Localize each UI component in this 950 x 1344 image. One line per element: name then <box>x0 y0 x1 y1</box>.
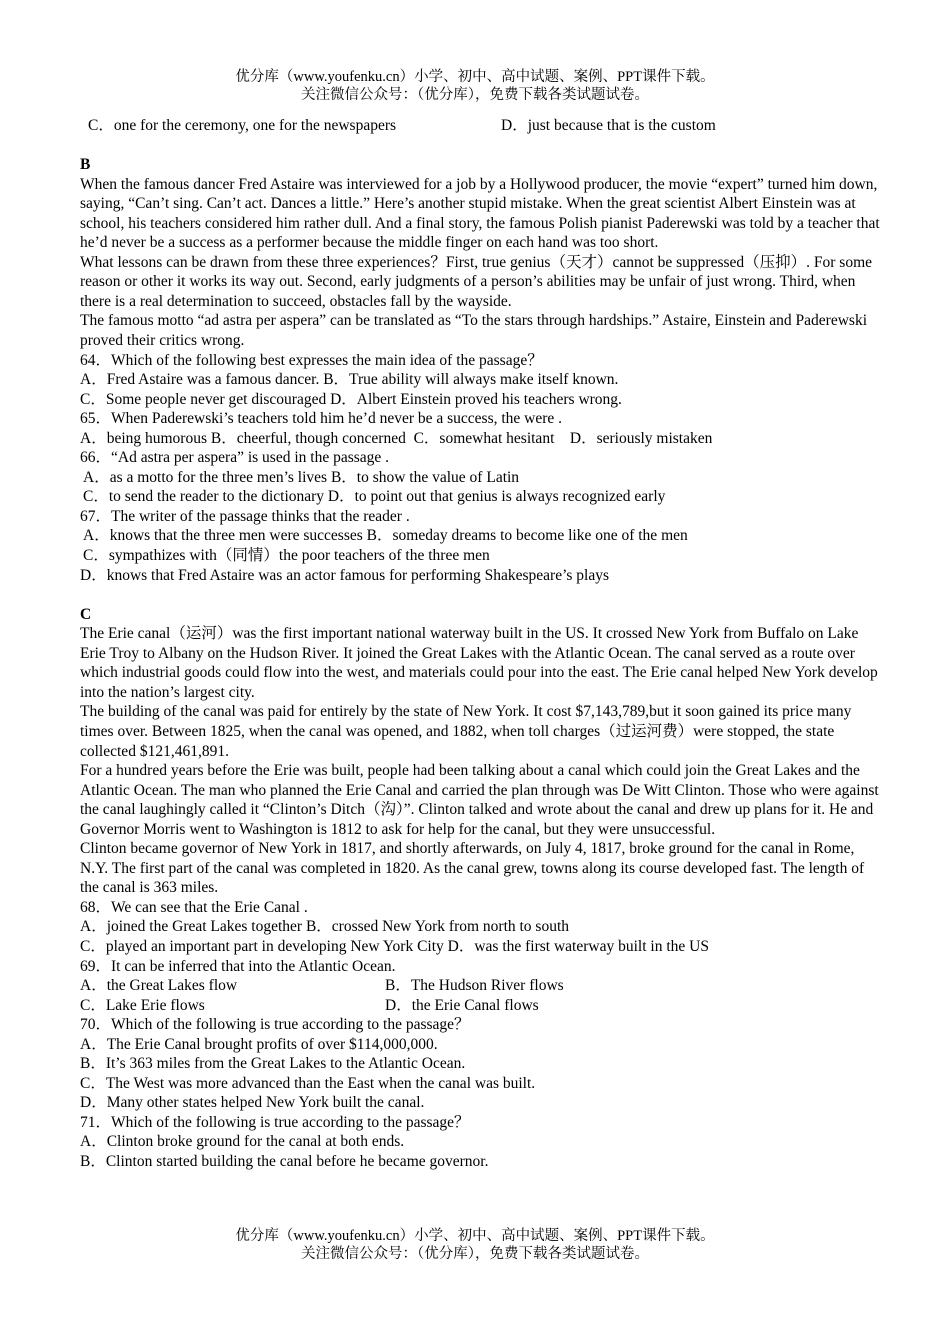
question-68: 68．We can see that the Erie Canal . <box>80 898 308 916</box>
question-69-options-cd <box>80 996 885 1016</box>
question-65-options: A．being humorous B．cheerful, though concerned C．somewhat hesitant D．seriously mistaken <box>80 429 713 447</box>
question-67-option-d: D．knows that Fred Astaire was an actor famous for performing Shakespeare’s plays <box>80 566 610 584</box>
document-body <box>80 116 885 1172</box>
page-header <box>0 68 950 104</box>
question-67-options-ab: A．knows that the three men were successes B．someday dreams to become like one of the men <box>83 527 688 545</box>
question-68-options-cd: C．played an important part in developing New York City D．was the first waterway built in the US <box>80 937 709 955</box>
question-70: 70．Which of the following is true according to the passage？ <box>80 1016 470 1034</box>
question-67-option-c: C．sympathizes with（同情）the poor teachers of the three men <box>83 547 490 565</box>
question-66-options-ab: A．as a motto for the three men’s lives B．to show the value of Latin <box>83 468 520 486</box>
option-a: A．the Great Lakes flow <box>80 977 238 995</box>
section-c-paragraph-3: For a hundred years before the Erie was built, people had been talking about a canal which could join the Great Lakes and the Atlantic Ocean. The man who planned the Erie Canal and carried the plan through was De Witt Clinton. Those who were against the canal laughingly called it “Clinton’s Ditch（沟）”. Clinton talked and wrote about the canal and drew up plans for it. He and Governor Morris went to Washington is 1812 to ask for help for the canal, but they were unsuccessful. <box>80 762 879 838</box>
section-c-paragraph-2: The building of the canal was paid for entirely by the state of New York. It cost $7,143,789,but it soon gained its price many times over. Between 1825, when the canal was opened, and 1882, when toll charges（过运河费）were stopped, the state collected $121,461,891. <box>80 703 852 760</box>
question-64-options-cd: C．Some people never get discouraged D．Albert Einstein proved his teachers wrong. <box>80 390 622 408</box>
option-c: C．Lake Erie flows <box>80 996 205 1014</box>
footer-line-2: 关注微信公众号：（优分库），免费下载各类试题试卷。 <box>301 1246 649 1262</box>
question-70-option-d: D．Many other states helped New York built the canal. <box>80 1094 425 1112</box>
section-b-paragraph-2: What lessons can be drawn from these three experiences？First, true genius（天才）cannot be suppressed（压抑）. For some reason or other it works its way out. Second, early judgments of a person’s abilities may be unfair of just wrong. Third, when there is a real determination to succeed, obstacles fall by the wayside. <box>80 253 873 310</box>
section-b-label: B <box>80 156 91 174</box>
question-68-options-ab: A．joined the Great Lakes together B．crossed New York from north to south <box>80 918 570 936</box>
section-c-paragraph-1: The Erie canal（运河）was the first important national waterway built in the US. It crossed New York from Buffalo on Lake Erie Troy to Albany on the Hudson River. It joined the Great Lakes with the Atlantic Ocean. The canal served as a route over which industrial goods could flow into the west, and materials could pour into the east. The Erie canal helped New York develop into the nation’s largest city. <box>80 625 878 701</box>
option-b: B．The Hudson River flows <box>385 977 564 995</box>
section-c-paragraph-4: Clinton became governor of New York in 1817, and shortly afterwards, on July 4, 1817, broke ground for the canal in Rome, N.Y. The first part of the canal was completed in 1820. As the canal grew, towns along its course developed fast. The length of the canal is 363 miles. <box>80 840 865 897</box>
section-b-paragraph-3: The famous motto “ad astra per aspera” can be translated as “To the stars through hardships.” Astaire, Einstein and Paderewski proved their critics wrong. <box>80 312 868 350</box>
question-63-options-cd <box>80 116 885 136</box>
question-66-options-cd: C．to send the reader to the dictionary D．to point out that genius is always recognized early <box>83 488 666 506</box>
footer-line-1: 优分库（www.youfenku.cn）小学、初中、高中试题、案例、PPT课件下载。 <box>235 1228 715 1244</box>
option-d: D．the Erie Canal flows <box>385 996 539 1014</box>
section-c-label: C <box>80 605 92 623</box>
option-d: D．just because that is the custom <box>501 117 716 134</box>
section-b-paragraph-1: When the famous dancer Fred Astaire was interviewed for a job by a Hollywood producer, the movie “expert” turned him down, saying, “Can’t sing. Can’t act. Dances a little.” Here’s another stupid mistake. When the great scientist Albert Einstein was at school, his teachers considered him rather dull. And a final story, the famous Polish pianist Paderewski was told by a teacher that he’d never be a success as a performer because the middle finger on each hand was too short. <box>80 175 880 252</box>
question-64: 64．Which of the following best expresses the main idea of the passage？ <box>80 351 543 369</box>
question-65: 65．When Paderewski’s teachers told him he’d never be a success, the were . <box>80 410 563 428</box>
question-69: 69．It can be inferred that into the Atlantic Ocean. <box>80 957 396 975</box>
question-64-options-ab: A．Fred Astaire was a famous dancer. B．True ability will always make itself known. <box>80 371 619 389</box>
question-70-option-b: B．It’s 363 miles from the Great Lakes to the Atlantic Ocean. <box>80 1055 466 1073</box>
question-71-option-a: A．Clinton broke ground for the canal at both ends. <box>80 1133 405 1151</box>
question-67: 67．The writer of the passage thinks that the reader . <box>80 507 410 525</box>
question-71-option-b: B．Clinton started building the canal before he became governor. <box>80 1152 489 1170</box>
option-c: C．one for the ceremony, one for the newspapers <box>88 117 397 134</box>
page-footer <box>0 1227 950 1263</box>
question-66: 66．“Ad astra per aspera” is used in the passage . <box>80 449 390 467</box>
header-line-2: 关注微信公众号：（优分库），免费下载各类试题试卷。 <box>301 87 649 103</box>
question-70-option-c: C．The West was more advanced than the East when the canal was built. <box>80 1074 536 1092</box>
header-line-1: 优分库（www.youfenku.cn）小学、初中、高中试题、案例、PPT课件下载。 <box>235 69 715 85</box>
question-71: 71．Which of the following is true according to the passage？ <box>80 1113 470 1131</box>
question-69-options-ab <box>80 976 885 996</box>
question-70-option-a: A．The Erie Canal brought profits of over $114,000,000. <box>80 1035 438 1053</box>
